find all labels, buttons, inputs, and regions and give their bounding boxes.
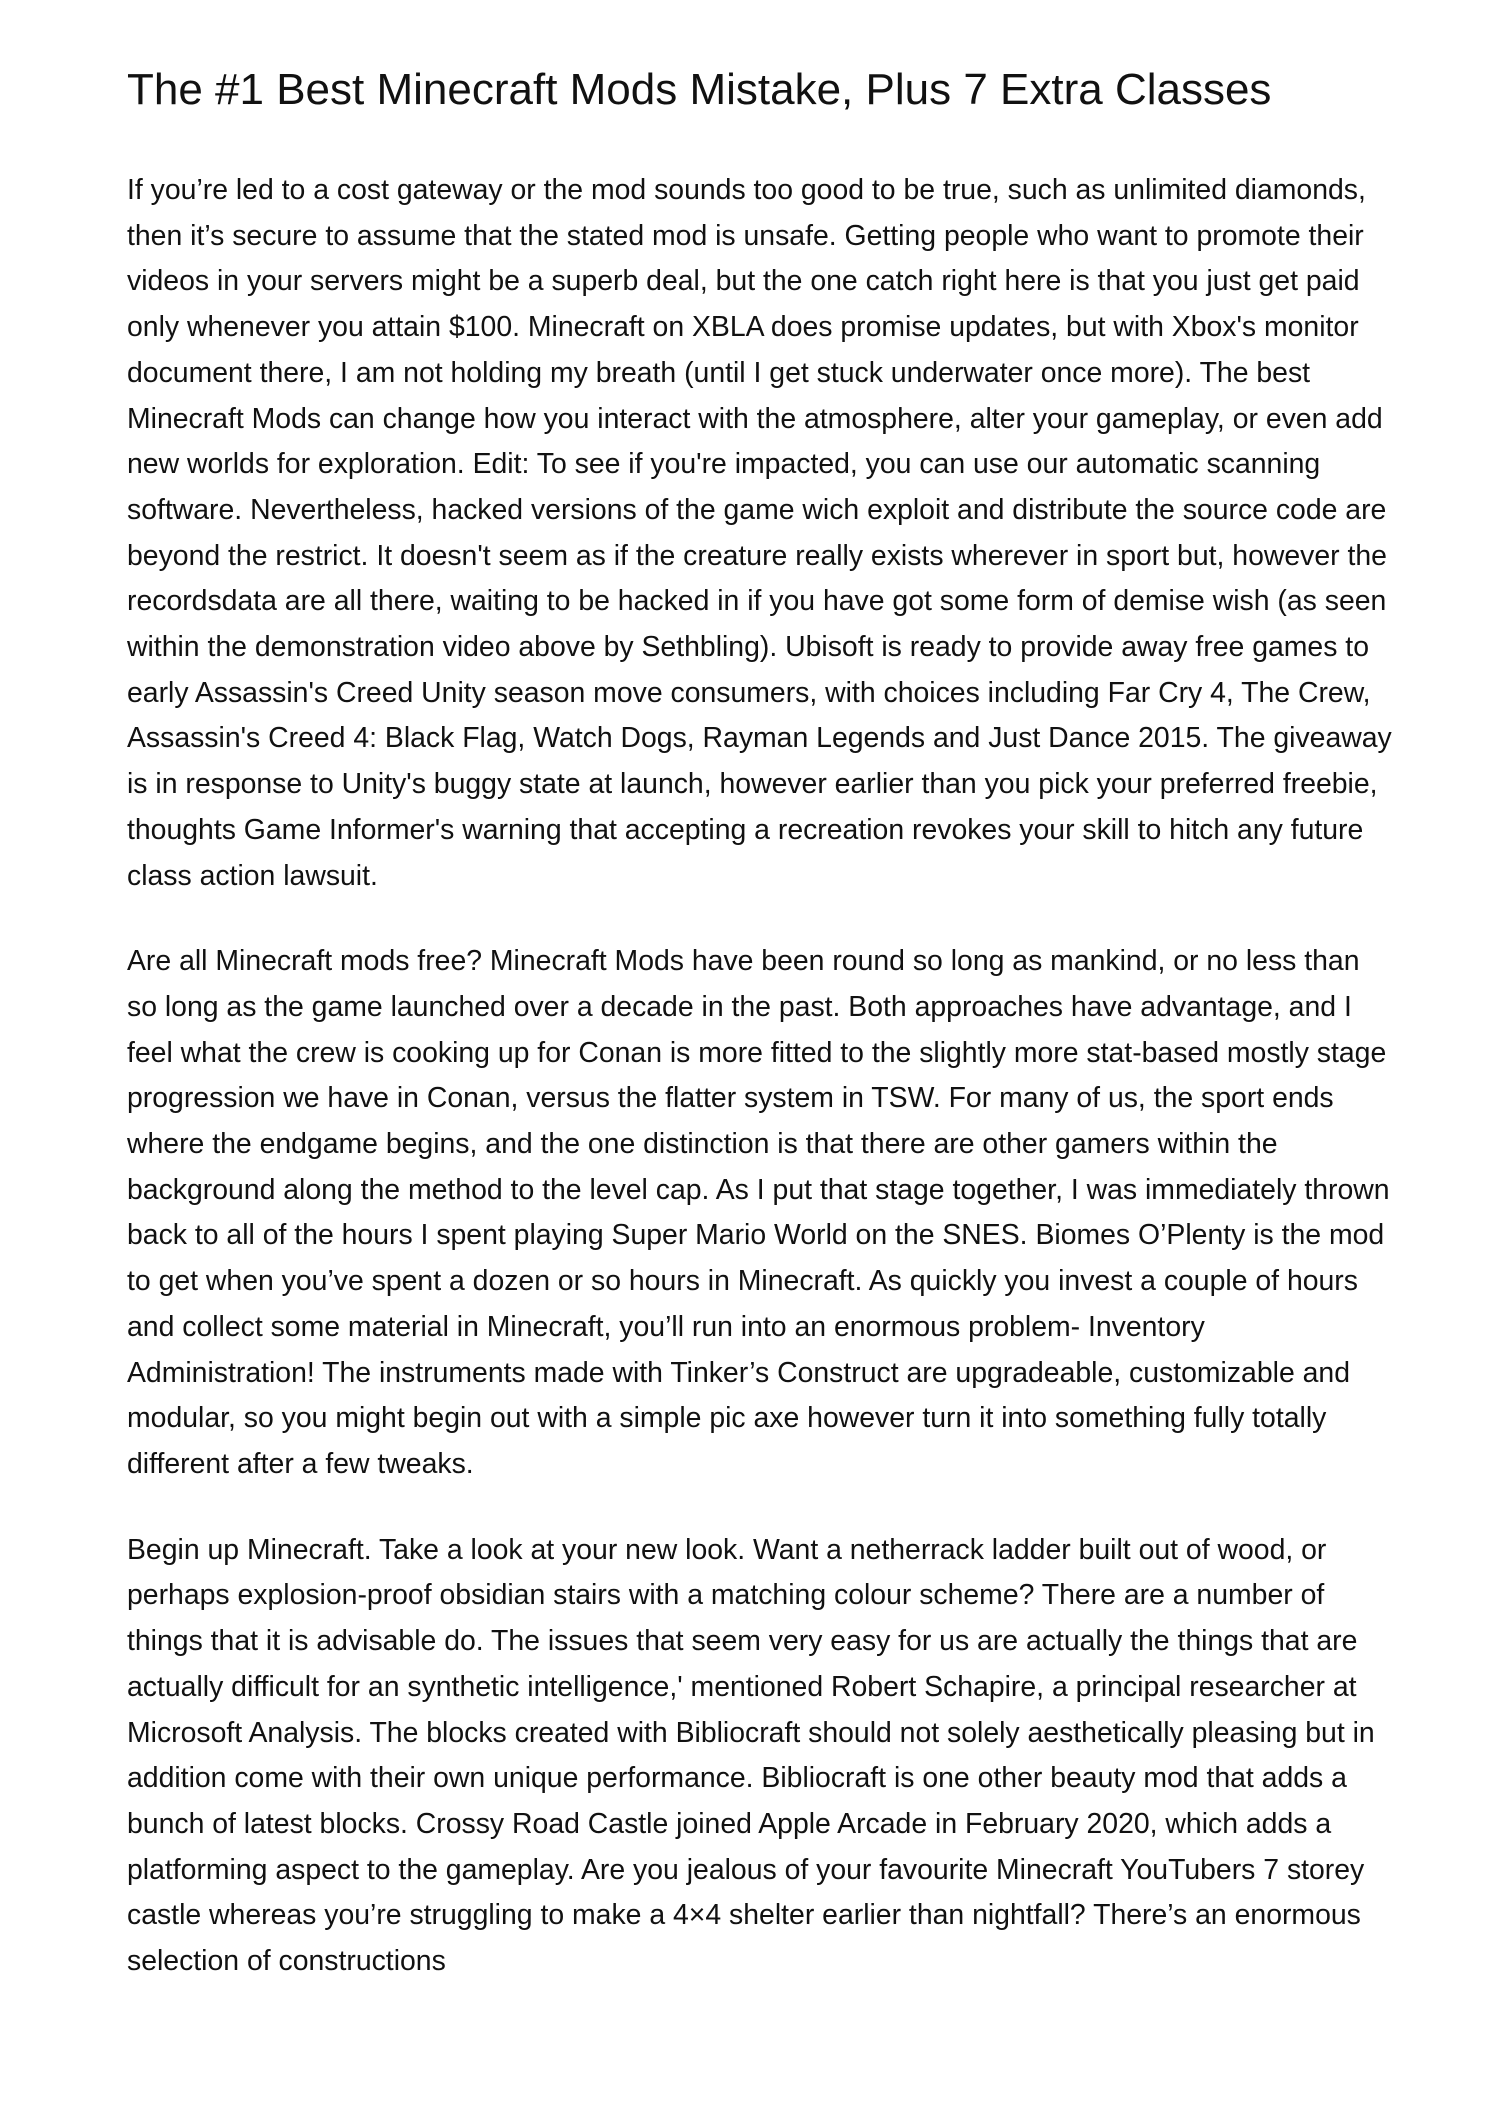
paragraph: If you’re led to a cost gateway or the mod sounds too good to be true, such as unlimited diamonds, then it’s secure to assume that the stated mod is unsafe. Getting people who want to promote their videos in your servers might be a superb deal, but the one catch right here is that you just get paid only whenever you attain $100. Minecraft on XBLA does promise updates, but with Xbox's monitor document there, I am not holding my breath (until I get stuck underwater once more). The best Minecraft Mods can change how you interact with the atmosphere, alter your gameplay, or even add new worlds for exploration. Edit: To see if you're impacted, you can use our automatic scanning software. Nevertheless, hacked versions of the game wich exploit and distribute the source code are beyond the restrict. It doesn't seem as if the creature really exists wherever in sport but, however the recordsdata are all there, waiting to be hacked in if you have got some form of demise wish (as seen within the demonstration video above by Sethbling). Ubisoft is ready to provide away free games to early Assassin's Creed Unity season move consumers, with choices including Far Cry 4, The Crew, Assassin's Creed 4: Black Flag, Watch Dogs, Rayman Legends and Just Dance 2015. The giveaway is in response to Unity's buggy state at launch, however earlier than you pick your preferred freebie, thoughts Game Informer's warning that accepting a recreation revokes your skill to hitch any future class action lawsuit.	[127, 174, 1392, 892]
article-body	[127, 168, 1395, 2025]
paragraph: Are all Minecraft mods free? Minecraft Mods have been round so long as mankind, or no less than so long as the game launched over a decade in the past. Both approaches have advantage, and I feel what the crew is cooking up for Conan is more fitted to the slightly more stat-based mostly stage progression we have in Conan, versus the flatter system in TSW. For many of us, the sport ends where the endgame begins, and the one distinction is that there are other gamers within the background along the method to the level cap. As I put that stage together, I was immediately thrown back to all of the hours I spent playing Super Mario World on the SNES. Biomes O’Plenty is the mod to get when you’ve spent a dozen or so hours in Minecraft. As quickly you invest a couple of hours and collect some material in Minecraft, you’ll run into an enormous problem- Inventory Administration! The instruments made with Tinker’s Construct are upgradeable, customizable and modular, so you might begin out with a simple pic axe however turn it into something fully totally different after a few tweaks.	[127, 945, 1390, 1480]
page-title: The #1 Best Minecraft Mods Mistake, Plus 7 Extra Classes	[127, 65, 1272, 114]
paragraph: Begin up Minecraft. Take a look at your new look. Want a netherrack ladder built out of wood, or perhaps explosion-proof obsidian stairs with a matching colour scheme? There are a number of things that it is advisable do. The issues that seem very easy for us are actually the things that are actually difficult for an synthetic intelligence,' mentioned Robert Schapire, a principal researcher at Microsoft Analysis. The blocks created with Bibliocraft should not solely aesthetically pleasing but in addition come with their own unique performance. Bibliocraft is one other beauty mod that adds a bunch of latest blocks. Crossy Road Castle joined Apple Arcade in February 2020, which adds a platforming aspect to the gameplay. Are you jealous of your favourite Minecraft YouTubers 7 storey castle whereas you’re struggling to make a 4×4 shelter earlier than nightfall? There’s an enormous selection of constructions	[127, 1533, 1375, 1978]
